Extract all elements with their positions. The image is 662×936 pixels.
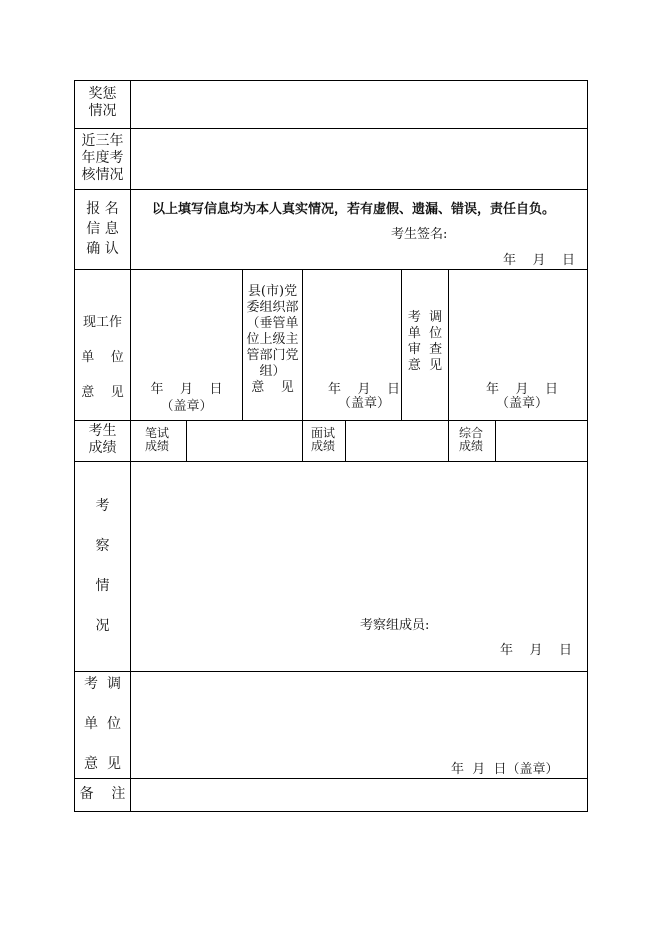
awards-label bbox=[75, 86, 130, 120]
remarks-field[interactable] bbox=[131, 779, 587, 811]
transfer-review-seal: （盖章） bbox=[495, 396, 548, 411]
county-org-date: 年 月 日 bbox=[327, 382, 401, 397]
written-score-field[interactable] bbox=[187, 421, 302, 461]
transfer-review-label-line: 单 位 bbox=[407, 326, 443, 341]
signature-label: 考生签名: bbox=[391, 227, 448, 242]
interview-score-label-line: 成绩 bbox=[311, 439, 336, 453]
written-score-label bbox=[145, 427, 169, 453]
inspection-label-char: 情 bbox=[95, 578, 110, 594]
inspection-label-char: 况 bbox=[95, 618, 110, 634]
inspection-label-char: 察 bbox=[95, 538, 110, 554]
transfer-opinion-label-line: 考 调 bbox=[84, 676, 121, 692]
transfer-opinion-label-line: 意 见 bbox=[84, 756, 121, 772]
transfer-review-date: 年 月 日 bbox=[485, 382, 559, 397]
county-org-label-line: 意 见 bbox=[251, 380, 294, 395]
work-unit-label-line: 单 位 bbox=[81, 350, 124, 365]
inspection-label-char: 考 bbox=[95, 498, 110, 514]
overall-score-label-line: 成绩 bbox=[459, 439, 484, 453]
scores-label-line: 考生 bbox=[88, 423, 117, 439]
signature-field[interactable] bbox=[455, 224, 575, 244]
county-org-label-line: 管部门党 bbox=[246, 348, 299, 363]
county-org-label-line: （垂管单 bbox=[246, 316, 299, 331]
assessment-label-line: 年度考 bbox=[81, 150, 124, 166]
inspection-members-label: 考察组成员: bbox=[360, 618, 430, 633]
transfer-opinion-date-seal: 年 月 日（盖章） bbox=[451, 762, 559, 777]
scores-label-line: 成绩 bbox=[88, 440, 117, 456]
awards-label-line: 情况 bbox=[88, 103, 117, 119]
work-unit-seal: （盖章） bbox=[160, 399, 213, 414]
confirm-label-line: 确 认 bbox=[86, 241, 119, 257]
assessment-label-line: 核情况 bbox=[81, 167, 124, 183]
assessment-field[interactable] bbox=[131, 129, 587, 189]
inspection-field[interactable] bbox=[131, 462, 587, 612]
transfer-opinion-field[interactable] bbox=[131, 672, 587, 758]
table-border-right bbox=[587, 80, 588, 812]
county-org-label-line: 委组织部 bbox=[246, 300, 299, 315]
transfer-review-label bbox=[402, 310, 448, 374]
assessment-label-line: 近三年 bbox=[81, 133, 124, 149]
assessment-label bbox=[75, 133, 130, 184]
row-border bbox=[74, 189, 588, 190]
confirm-date: 年 月 日 bbox=[503, 253, 576, 268]
written-score-label-line: 笔试 bbox=[145, 426, 170, 440]
inspection-members-field[interactable] bbox=[434, 615, 574, 635]
work-unit-label bbox=[75, 315, 130, 401]
county-org-seal: （盖章） bbox=[337, 396, 390, 411]
work-unit-label-line: 意 见 bbox=[81, 385, 124, 400]
transfer-opinion-label-line: 单 位 bbox=[84, 716, 121, 732]
transfer-review-label-line: 意 见 bbox=[407, 358, 443, 373]
written-score-label-line: 成绩 bbox=[145, 439, 170, 453]
confirm-label-line: 信 息 bbox=[86, 221, 119, 237]
overall-score-label-line: 综合 bbox=[459, 426, 484, 440]
confirm-label bbox=[75, 199, 130, 259]
inspection-label bbox=[75, 498, 130, 635]
row-border bbox=[74, 811, 588, 812]
scores-label bbox=[75, 423, 130, 457]
overall-score-label bbox=[459, 427, 483, 453]
confirm-statement: 以上填写信息均为本人真实情况，若有虚假、遗漏、错误，责任自负。 bbox=[152, 202, 556, 217]
interview-score-field[interactable] bbox=[346, 421, 448, 461]
confirm-label-line: 报 名 bbox=[86, 201, 119, 217]
awards-field[interactable] bbox=[131, 81, 587, 128]
work-unit-label-line: 现工作 bbox=[82, 315, 122, 330]
transfer-review-label-line: 考 调 bbox=[407, 310, 443, 325]
overall-score-field[interactable] bbox=[496, 421, 587, 461]
transfer-opinion-label bbox=[75, 676, 130, 773]
county-org-label-line: 组） bbox=[259, 364, 286, 379]
county-org-label-line: 县(市)党 bbox=[247, 284, 298, 299]
remarks-label: 备 注 bbox=[79, 786, 126, 802]
interview-score-label-line: 面试 bbox=[311, 426, 336, 440]
work-unit-date: 年 月 日 bbox=[150, 382, 223, 397]
awards-label-line: 奖惩 bbox=[88, 86, 117, 102]
county-org-label-line: 位上级主 bbox=[246, 332, 299, 347]
interview-score-label bbox=[311, 427, 335, 453]
transfer-review-label-line: 审 查 bbox=[407, 342, 443, 357]
inspection-date: 年 月 日 bbox=[500, 643, 573, 658]
county-org-label bbox=[243, 284, 302, 396]
